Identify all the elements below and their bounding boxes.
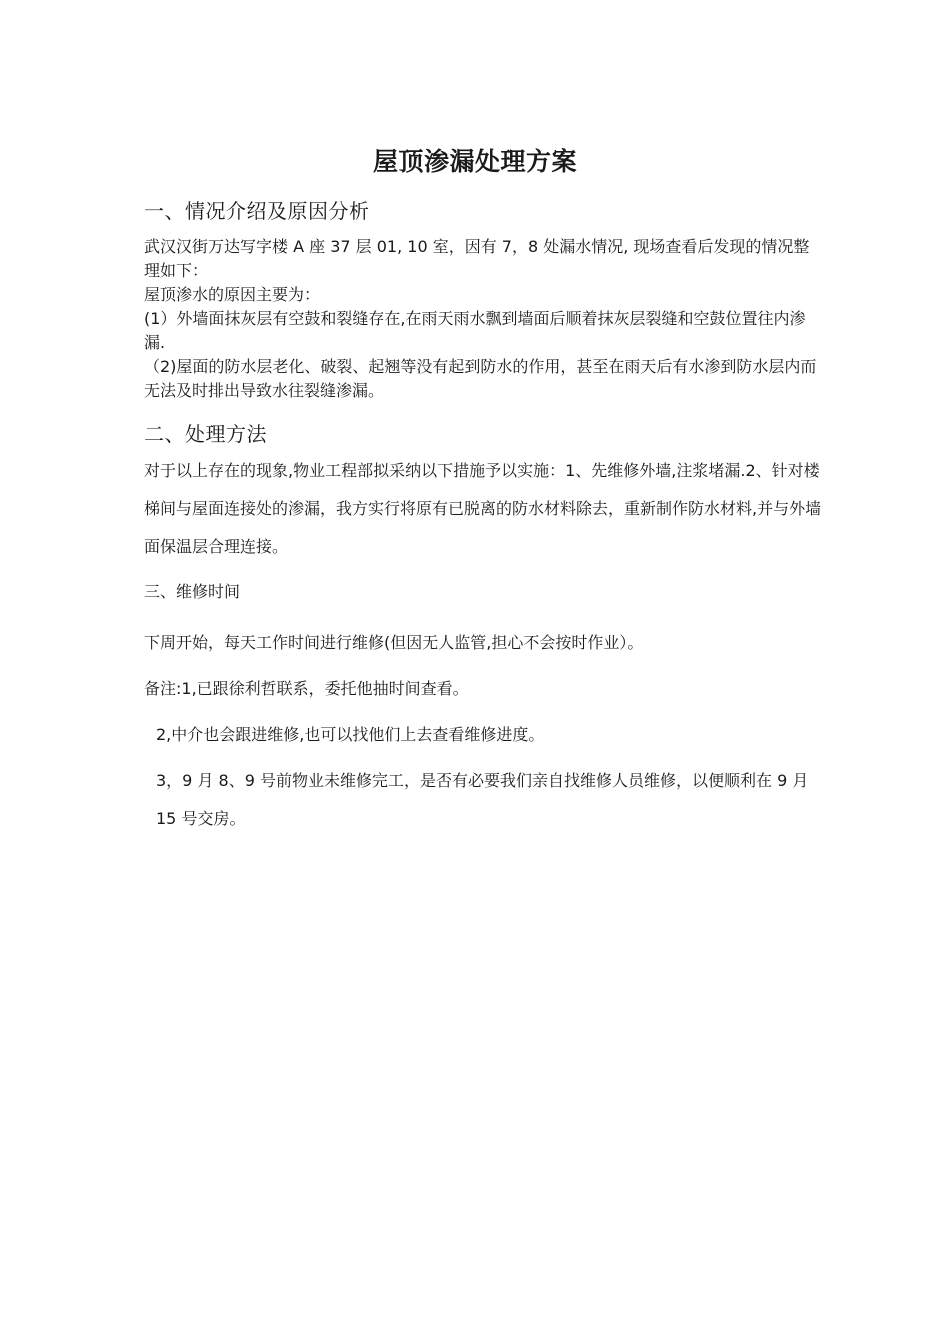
section1-body <box>144 235 824 403</box>
section3-paragraph-1: 下周开始，每天工作时间进行维修(但因无人监管,担心不会按时作业）。 <box>144 633 644 652</box>
section2-body <box>144 452 824 566</box>
section3-body <box>144 624 824 838</box>
section2-heading: 二、处理方法 <box>144 422 267 446</box>
section3-heading: 三、维修时间 <box>144 582 241 601</box>
section2-paragraph-1: 对于以上存在的现象,物业工程部拟采纳以下措施予以实施：1、先维修外墙,注浆堵漏.2、针对楼梯间与屋面连接处的渗漏，我方实行将原有已脱离的防水材料除去，重新制作防水材料,并与外墙面保温层合理连接。 <box>144 461 822 556</box>
section1-paragraph-4: （2)屋面的防水层老化、破裂、起翘等没有起到防水的作用，甚至在雨天后有水渗到防水层内而无法及时排出导致水往裂缝渗漏。 <box>144 357 817 400</box>
section1-paragraph-2: 屋顶渗水的原因主要为： <box>144 285 321 304</box>
note-item-3: 3，9 月 8、9 号前物业未维修完工，是否有必要我们亲自找维修人员维修，以便顺利在 9 月 15 号交房。 <box>156 771 809 828</box>
note-item-1: 备注:1,已跟徐利哲联系，委托他抽时间查看。 <box>144 679 469 698</box>
document-title: 屋顶渗漏处理方案 <box>372 147 577 176</box>
section1-paragraph-3: (1）外墙面抹灰层有空鼓和裂缝存在,在雨天雨水飘到墙面后顺着抹灰层裂缝和空鼓位置往内渗漏. <box>144 309 806 352</box>
section1-heading: 一、情况介绍及原因分析 <box>144 199 370 223</box>
section1-paragraph-1: 武汉汉街万达写字楼 A 座 37 层 01, 10 室，因有 7，8 处漏水情况, 现场查看后发现的情况整理如下： <box>144 237 810 280</box>
note-item-2: 2,中介也会跟进维修,也可以找他们上去查看维修进度。 <box>156 725 545 744</box>
